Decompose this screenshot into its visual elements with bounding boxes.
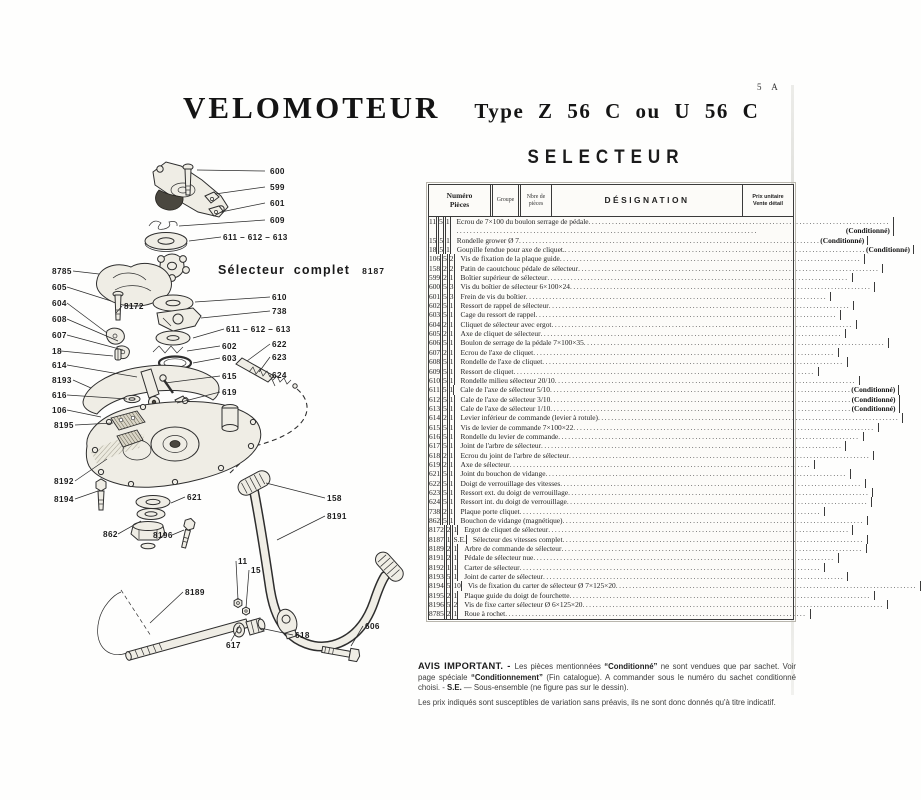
table-row: 616 5 1 Rondelle du levier de commande ..... bbox=[429, 432, 793, 441]
part-number-label: 8192 bbox=[54, 477, 74, 486]
part-number-label: 600 bbox=[270, 167, 285, 176]
part-number-label: 623 bbox=[272, 353, 287, 362]
part-number-label: 8195 bbox=[54, 421, 74, 430]
table-row: 612 5 1 Cale de l'axe de sélecteur 3/10 ..... (Conditionné) bbox=[429, 395, 793, 404]
part-number-label: 617 bbox=[226, 641, 241, 650]
part-number-label: 738 bbox=[272, 307, 287, 316]
part-number-label: 862 bbox=[103, 530, 118, 539]
part-number-label: 599 bbox=[270, 183, 285, 192]
table-row: 621 5 1 Joint du bouchon de vidange ..... bbox=[429, 469, 793, 478]
leader-line bbox=[201, 311, 270, 318]
leader-line bbox=[73, 380, 91, 388]
header-numero-pieces: Numéro Pièces bbox=[446, 190, 473, 209]
part-cales-top bbox=[145, 233, 187, 252]
part-plaque-738 bbox=[157, 308, 201, 331]
part-number-label: 607 bbox=[52, 331, 67, 340]
part-number-label: 614 bbox=[52, 361, 67, 370]
table-row: 602 5 1 Ressort de rappel de sélecteur ..... bbox=[429, 301, 793, 310]
table-row: 8187 1 S.E. Sélecteur des vitesses complet ..... bbox=[429, 535, 793, 544]
diagram-caption bbox=[218, 263, 385, 277]
part-number-label: 8194 bbox=[54, 495, 74, 504]
table-row: 603 5 1 Cage du ressort de rappel ..... bbox=[429, 310, 793, 319]
table-row: 8192 1 1 Carter de sélecteur ..... bbox=[429, 563, 793, 572]
table-row: 158 2 2 Patin de caoutchouc pédale de sélecteur ..... bbox=[429, 264, 793, 273]
table-row: 8194 5 10 Vis de fixation du carter de sélecteur Ø 7×125×20 ..... bbox=[429, 581, 793, 590]
table-row: 607 2 1 Ecrou de l'axe de cliquet ..... bbox=[429, 348, 793, 357]
leader-line bbox=[150, 592, 183, 623]
part-rondelle-15 bbox=[243, 607, 250, 615]
part-ecrou-618 bbox=[246, 618, 266, 635]
leader-line bbox=[193, 358, 220, 363]
part-number-label: 15 bbox=[251, 566, 261, 575]
leader-line bbox=[266, 483, 325, 498]
part-vis-8194 bbox=[96, 479, 106, 510]
table-row: 618 2 1 Ecrou du joint de l'arbre de sélecteur ..... bbox=[429, 451, 793, 460]
diagram-caption-text: Sélecteur complet bbox=[218, 263, 351, 277]
page-number: 5 A bbox=[757, 82, 782, 92]
part-ressort-602 bbox=[153, 346, 183, 353]
part-number-label: 606 bbox=[365, 622, 380, 631]
part-joint-617 bbox=[234, 623, 245, 637]
notice-paragraph-1: AVIS IMPORTANT. - Les pièces mentionnées “Conditionné” ne sont vendues que par sachet. Voir page spéciale “Conditionnement” (Fin catalogue). A commander sous le numéro du sachet conditionné choisi. - S.E. — Sous-ensemble (ne figure pas sur le dessin). bbox=[418, 661, 797, 693]
important-notice bbox=[418, 661, 796, 712]
table-row: 8196 5 2 Vis de fixe carter sélecteur Ø 6×125×20 ..... bbox=[429, 600, 793, 609]
page-header bbox=[183, 90, 759, 126]
table-row: 18 5 1 Goupille fendue pour axe de cliquet. ..... (Conditionné) bbox=[429, 245, 793, 254]
page-subtitle: Type Z 56 C ou U 56 C bbox=[474, 99, 760, 123]
part-number-label: 616 bbox=[52, 391, 67, 400]
part-number-label: 602 bbox=[222, 342, 237, 351]
leader-line bbox=[179, 220, 265, 226]
part-carter-8192 bbox=[86, 398, 260, 487]
leader-line bbox=[197, 170, 265, 171]
part-cales-mid bbox=[156, 331, 190, 345]
table-row: 624 5 1 Ressort int. du doigt de verrouillage ..... bbox=[429, 497, 793, 506]
table-row: 617 5 1 Joint de l'arbre de sélecteur ..... bbox=[429, 441, 793, 450]
table-row: 619 2 1 Axe de sélecteur ..... bbox=[429, 460, 793, 469]
table-row: 8195 2 1 Plaque guide du doigt de fourchette ..... bbox=[429, 591, 793, 600]
leader-line bbox=[236, 561, 238, 600]
part-number-label: 619 bbox=[222, 388, 237, 397]
leader-line bbox=[75, 491, 98, 499]
header-prix: Prix unitaire Vente détail bbox=[742, 185, 793, 216]
part-ressort-609 bbox=[149, 221, 177, 229]
leader-line bbox=[195, 297, 270, 302]
leader-line bbox=[247, 344, 270, 361]
header-groupe: Groupe bbox=[490, 185, 518, 216]
table-row: 606 5 1 Boulon de serrage de la pédale 7×100×35 ..... bbox=[429, 338, 793, 347]
part-axe-cliquet-605 bbox=[113, 291, 123, 320]
table-row: 608 5 1 Rondelle de l'axe de cliquet ..... bbox=[429, 357, 793, 366]
part-number-label: 11 bbox=[238, 557, 248, 566]
part-number-label: 618 bbox=[295, 631, 310, 640]
notice-paragraph-2: Les prix indiqués sont susceptibles de variation sans préavis, ils ne sont donc donnés qu'à titre indicatif. bbox=[418, 697, 776, 707]
table-row: 623 5 1 Ressort ext. du doigt de verrouillage ..... bbox=[429, 488, 793, 497]
leader-line bbox=[171, 497, 185, 503]
table-row: 611 5 1 Cale de l'axe de sélecteur 5/10 ..... (Conditionné) bbox=[429, 385, 793, 394]
part-number-label: 158 bbox=[327, 494, 342, 503]
parts-table-body bbox=[429, 217, 910, 619]
part-number-label: 106 bbox=[52, 406, 67, 415]
part-number-label: 621 bbox=[187, 493, 202, 502]
leader-line bbox=[172, 530, 184, 535]
part-number-label: 8193 bbox=[52, 376, 72, 385]
table-row: 738 2 1 Plaque porte cliquet ..... bbox=[429, 507, 793, 516]
part-number-label: 601 bbox=[270, 199, 285, 208]
part-number-label: 18 bbox=[52, 347, 62, 356]
part-goupille-18 bbox=[115, 349, 121, 360]
table-row: 8172 2 1 Ergot de cliquet de sélecteur ..... bbox=[429, 525, 793, 534]
part-number-label: 8189 bbox=[185, 588, 205, 597]
leader-line bbox=[277, 516, 325, 540]
table-row: 15 5 1 Rondelle grower Ø 7 ..... (Conditionné) bbox=[429, 236, 793, 245]
table-row: 11 5 1 Ecrou de 7×100 du boulon serrage de pédale ..... ..... (Conditionné) bbox=[429, 217, 793, 236]
table-row: 609 5 1 Ressort de cliquet ..... bbox=[429, 367, 793, 376]
leader-line bbox=[189, 237, 221, 241]
part-number-label: 622 bbox=[272, 340, 287, 349]
leader-line bbox=[67, 303, 107, 333]
table-row: 600 5 3 Vis du boîtier de sélecteur 6×100×24 ..... bbox=[429, 282, 793, 291]
section-title: SELECTEUR bbox=[527, 145, 685, 168]
table-row: 8189 2 1 Arbre de commande de sélecteur ..... bbox=[429, 544, 793, 553]
table-row: 862 5 1 Bouchon de vidange (magnétique) ..... bbox=[429, 516, 793, 525]
table-row: 610 5 1 Rondelle milieu sélecteur 20/10 ..... bbox=[429, 376, 793, 385]
leader-line bbox=[187, 346, 220, 351]
table-row: 622 5 1 Doigt de verrouillage des vitesses ..... bbox=[429, 479, 793, 488]
leader-line bbox=[259, 357, 270, 372]
exploded-diagram bbox=[25, 150, 415, 720]
part-number-label: 603 bbox=[222, 354, 237, 363]
part-number-label: 624 bbox=[272, 371, 287, 380]
part-number-label: 610 bbox=[272, 293, 287, 302]
part-number-label: 605 bbox=[52, 283, 67, 292]
table-row: 8785 2 1 Roue à rochet ..... bbox=[429, 609, 793, 618]
header-designation: DÉSIGNATION bbox=[551, 185, 742, 216]
part-vis-8196 bbox=[179, 517, 196, 549]
part-number-label: 608 bbox=[52, 315, 67, 324]
leader-line bbox=[193, 329, 224, 338]
part-number-label: 8191 bbox=[327, 512, 347, 521]
table-row: 8191 2 1 Pédale de sélecteur nue ..... bbox=[429, 553, 793, 562]
table-row: 601 5 3 Frein de vis du boîtier ..... bbox=[429, 292, 793, 301]
header-nbre-pieces: Nbre de pièces bbox=[518, 185, 551, 216]
page-title: VELOMOTEUR bbox=[183, 90, 441, 125]
table-row: 615 5 1 Vis de levier de commande 7×100×22 ..... bbox=[429, 423, 793, 432]
part-number-label: 615 bbox=[222, 372, 237, 381]
part-number-label: 611 – 612 – 613 bbox=[223, 233, 288, 242]
diagram-caption-ref: 8187 bbox=[362, 266, 386, 276]
part-number-label: 604 bbox=[52, 299, 67, 308]
part-number-label: 609 bbox=[270, 216, 285, 225]
parts-table bbox=[428, 184, 910, 620]
table-row: 8193 5 1 Joint de carter de sélecteur ..... bbox=[429, 572, 793, 581]
table-row: 613 5 1 Cale de l'axe de sélecteur 1/10 ..... (Conditionné) bbox=[429, 404, 793, 413]
leader-line bbox=[246, 570, 249, 608]
table-row: 605 2 1 Axe de cliquet de sélecteur ..... bbox=[429, 329, 793, 338]
table-row: 599 2 1 Boîtier supérieur de sélecteur ..... bbox=[429, 273, 793, 282]
parts-table-header bbox=[429, 185, 793, 217]
table-row: 604 2 1 Cliquet de sélecteur avec ergot ..... bbox=[429, 320, 793, 329]
leader-line bbox=[61, 351, 113, 356]
part-number-label: 8196 bbox=[153, 531, 173, 540]
leader-line bbox=[73, 271, 99, 274]
part-number-label: 611 – 612 – 613 bbox=[226, 325, 291, 334]
part-joint-621 bbox=[136, 496, 170, 520]
part-number-label: 8785 bbox=[52, 267, 72, 276]
leader-line bbox=[215, 187, 265, 194]
table-row: 614 2 1 Levier inférieur de commande (levier à rotule) ..... bbox=[429, 413, 793, 422]
part-number-label: 8172 bbox=[124, 302, 144, 311]
table-row: 106 5 2 Vis de fixation de la plaque guide ..... bbox=[429, 254, 793, 263]
